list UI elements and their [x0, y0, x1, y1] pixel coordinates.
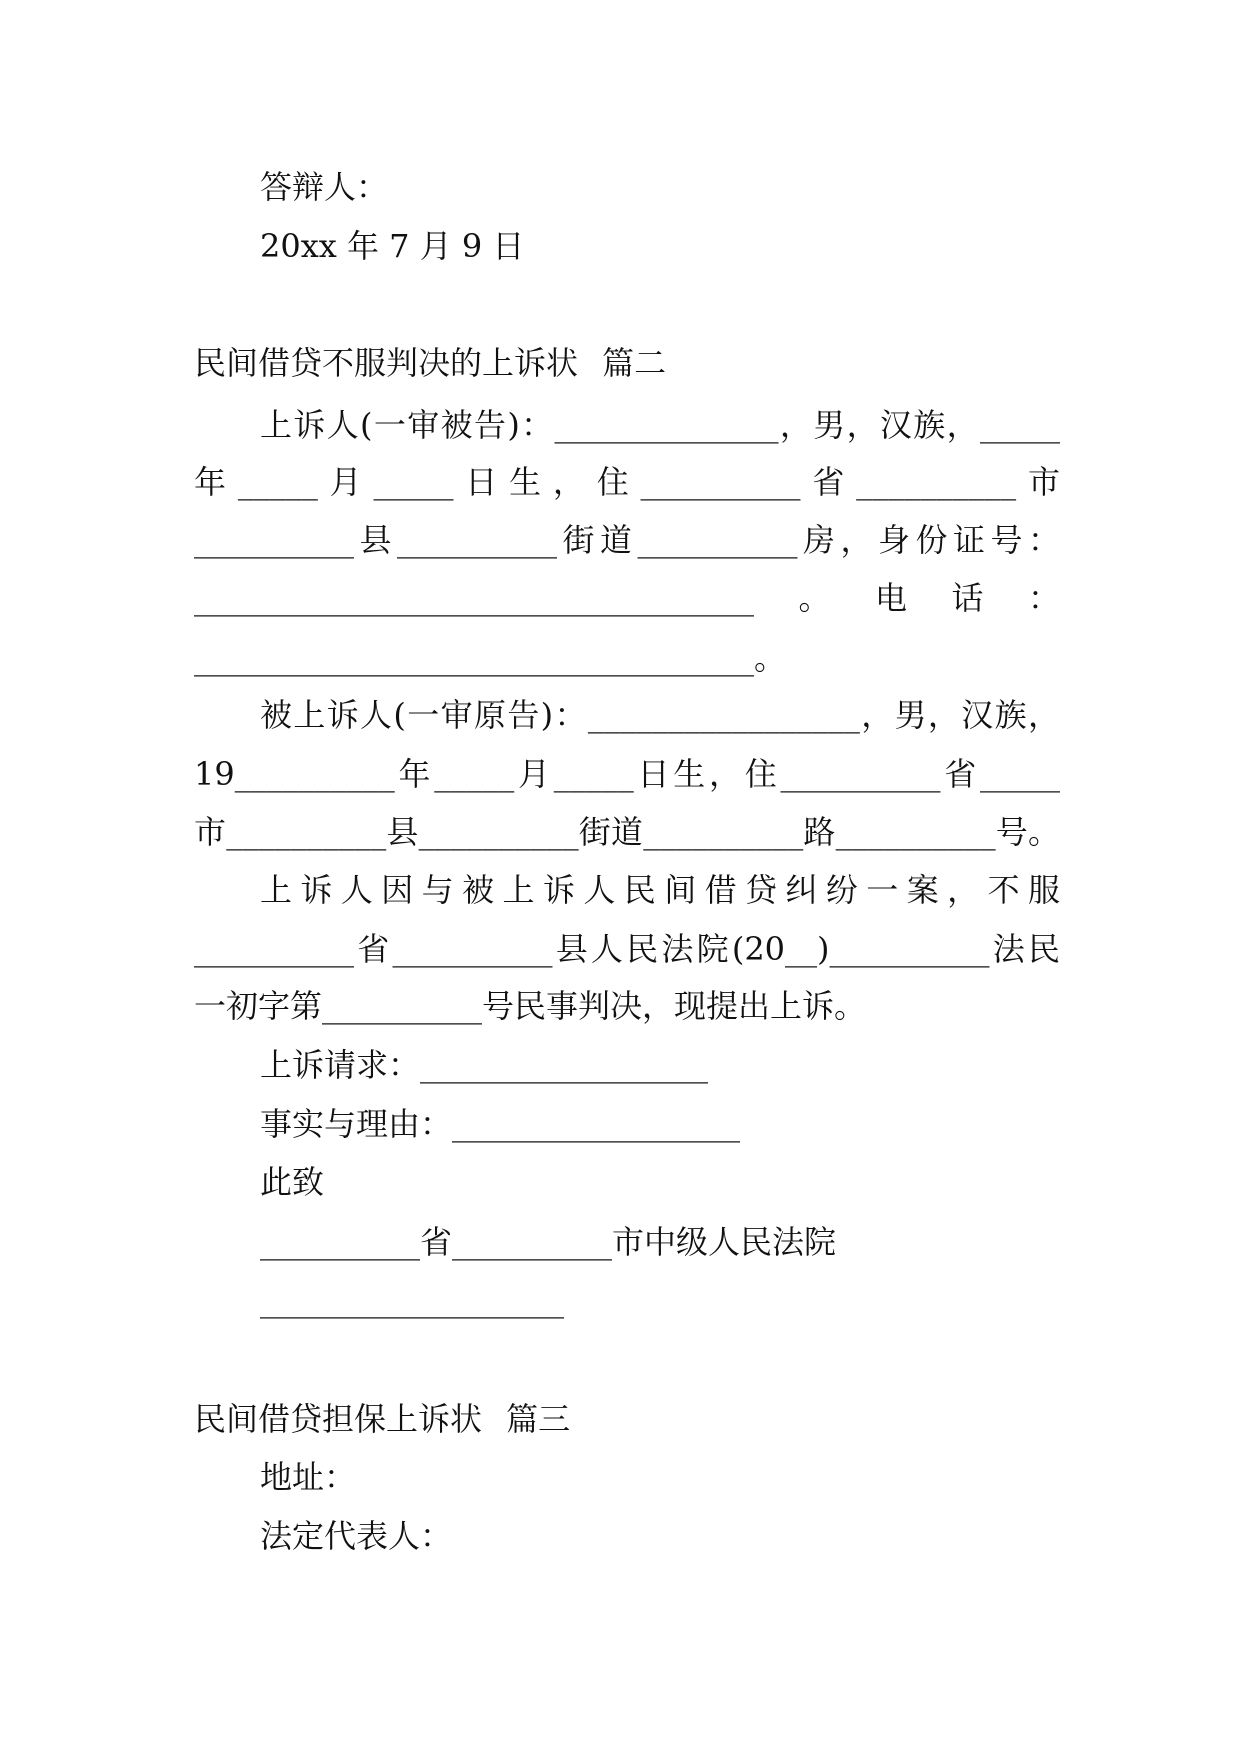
signature-date: 20xx 年 7 月 9 日 — [260, 227, 525, 265]
appeal-request: 上诉请求：__________________ — [260, 1046, 709, 1084]
section-title-3: 民间借贷担保上诉状 篇三 — [194, 1400, 571, 1438]
legal-representative-label: 法定代表人： — [260, 1517, 453, 1555]
case-line-3: 一初字第__________号民事判决，现提出上诉。 — [194, 987, 867, 1025]
address-label: 地址： — [260, 1458, 357, 1496]
section-title-2: 民间借贷不服判决的上诉状 篇二 — [194, 344, 667, 382]
facts-and-reasons: 事实与理由：__________________ — [260, 1105, 741, 1143]
signature-blank: ___________________ — [260, 1281, 564, 1319]
appellant-line-1: 上诉人(一审被告)：______________，男，汉族，_____ — [260, 406, 1060, 444]
appellant-line-5: ___________________________________。 — [194, 639, 787, 677]
respondent-signature-label: 答辩人： — [260, 168, 389, 206]
appellee-line-3: 市__________县__________街道__________路__________号。 — [194, 813, 1060, 851]
appellee-line-2: 19__________年_____月_____日生，住__________省_____ — [194, 755, 1060, 793]
court-addressee: __________省__________市中级人民法院 — [260, 1223, 837, 1261]
appellant-line-3: __________县__________街道__________房，身份证号： — [194, 521, 1060, 559]
appellant-line-4: ___________________________________。电话： — [194, 579, 1060, 617]
salutation: 此致 — [260, 1163, 325, 1201]
appellee-line-1: 被上诉人(一审原告)：_________________，男，汉族， — [260, 696, 1060, 734]
appellant-line-2: 年_____月_____日生，住__________省__________市 — [194, 463, 1060, 501]
case-line-1: 上诉人因与被上诉人民间借贷纠纷一案，不服 — [260, 871, 1060, 909]
case-line-2: __________省__________县人民法院(20__)__________法民 — [194, 930, 1060, 968]
